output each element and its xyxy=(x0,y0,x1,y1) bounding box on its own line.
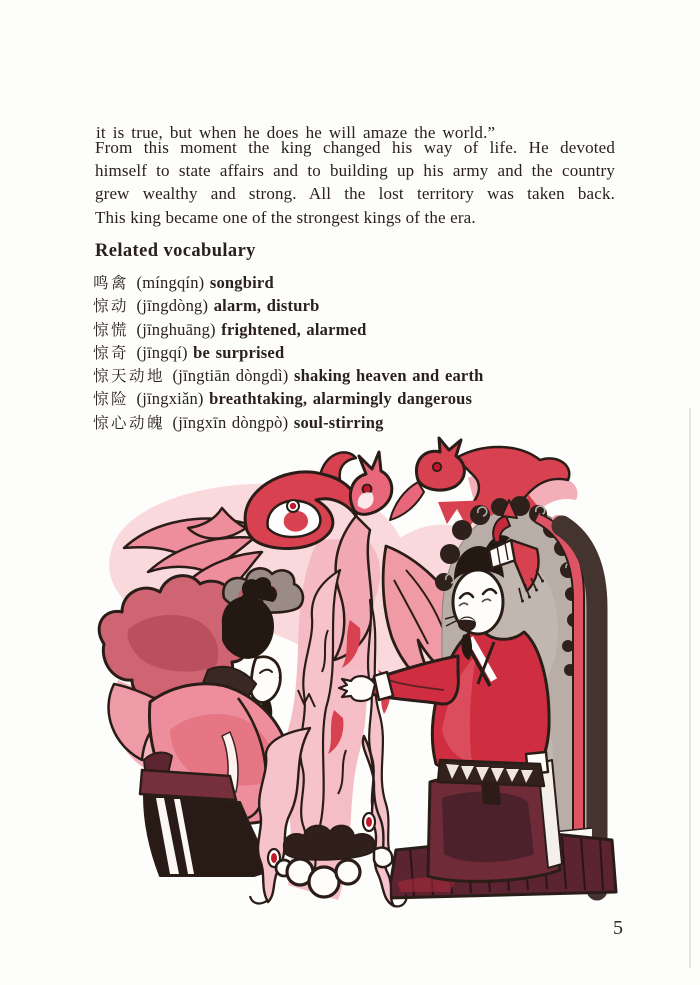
vocab-hanzi: 惊奇 xyxy=(93,344,130,362)
vocab-pinyin: (jīngxīn dòngpò) xyxy=(167,412,294,432)
paragraph-quote-end: it is true, but when he does he will amaze the world.” xyxy=(96,123,496,142)
vocab-meaning: be surprised xyxy=(193,342,285,362)
vocab-hanzi: 惊天动地 xyxy=(93,368,166,386)
vocab-pinyin: (jīnghuāng) xyxy=(131,319,222,339)
vocab-meaning: frightened, alarmed xyxy=(221,319,367,339)
vocab-meaning: soul-stirring xyxy=(293,412,384,432)
vocab-pinyin: (jīngdòng) xyxy=(131,296,214,316)
vocab-pinyin: (jīngqí) xyxy=(131,342,194,362)
vocab-meaning: breathtaking, alarmingly dangerous xyxy=(209,389,473,409)
vocab-pinyin: (jīngxiǎn) xyxy=(131,389,210,409)
phoenix-illustration xyxy=(88,430,650,910)
paragraph-line: This king became one of the strongest kings of the era. xyxy=(95,207,476,227)
bowing-man-waistband xyxy=(140,770,236,800)
vocabulary-list xyxy=(93,272,484,435)
vocabulary-item xyxy=(93,388,484,411)
vocabulary-item xyxy=(93,365,484,388)
paragraph-body xyxy=(95,136,615,229)
vocab-meaning: songbird xyxy=(209,273,274,292)
vocab-hanzi: 惊慌 xyxy=(93,321,130,339)
vocab-hanzi: 惊险 xyxy=(93,391,130,409)
vocabulary-item xyxy=(93,295,484,318)
vocabulary-item xyxy=(93,272,484,295)
vocabulary-item xyxy=(93,319,484,342)
paragraph-line: From this moment the king changed his way of life. He devoted xyxy=(95,138,615,157)
paragraph-line: himself to state affairs and to building up his army and the country xyxy=(95,161,615,181)
vocab-meaning: alarm, disturb xyxy=(213,296,320,316)
section-heading: Related vocabulary xyxy=(95,241,256,261)
page-number: 5 xyxy=(613,917,623,939)
bowing-man-face xyxy=(251,657,280,703)
vocab-meaning: shaking heaven and earth xyxy=(294,366,484,386)
paragraph-line: grew wealthy and strong. All the lost territory was taken back. xyxy=(95,184,615,204)
page-edge-shadow xyxy=(689,408,691,968)
vocab-hanzi: 惊动 xyxy=(93,298,130,316)
vocab-pinyin: (míngqín) xyxy=(131,273,210,292)
king-hand xyxy=(339,676,375,701)
bowing-man-hair xyxy=(222,596,274,659)
vocab-hanzi: 惊心动魄 xyxy=(93,414,166,432)
vocab-pinyin: (jīngtiān dòngdì) xyxy=(167,366,295,386)
vocabulary-item xyxy=(93,342,484,365)
vocab-hanzi: 鸣禽 xyxy=(93,275,130,292)
phoenix-illustration-svg xyxy=(88,430,650,910)
